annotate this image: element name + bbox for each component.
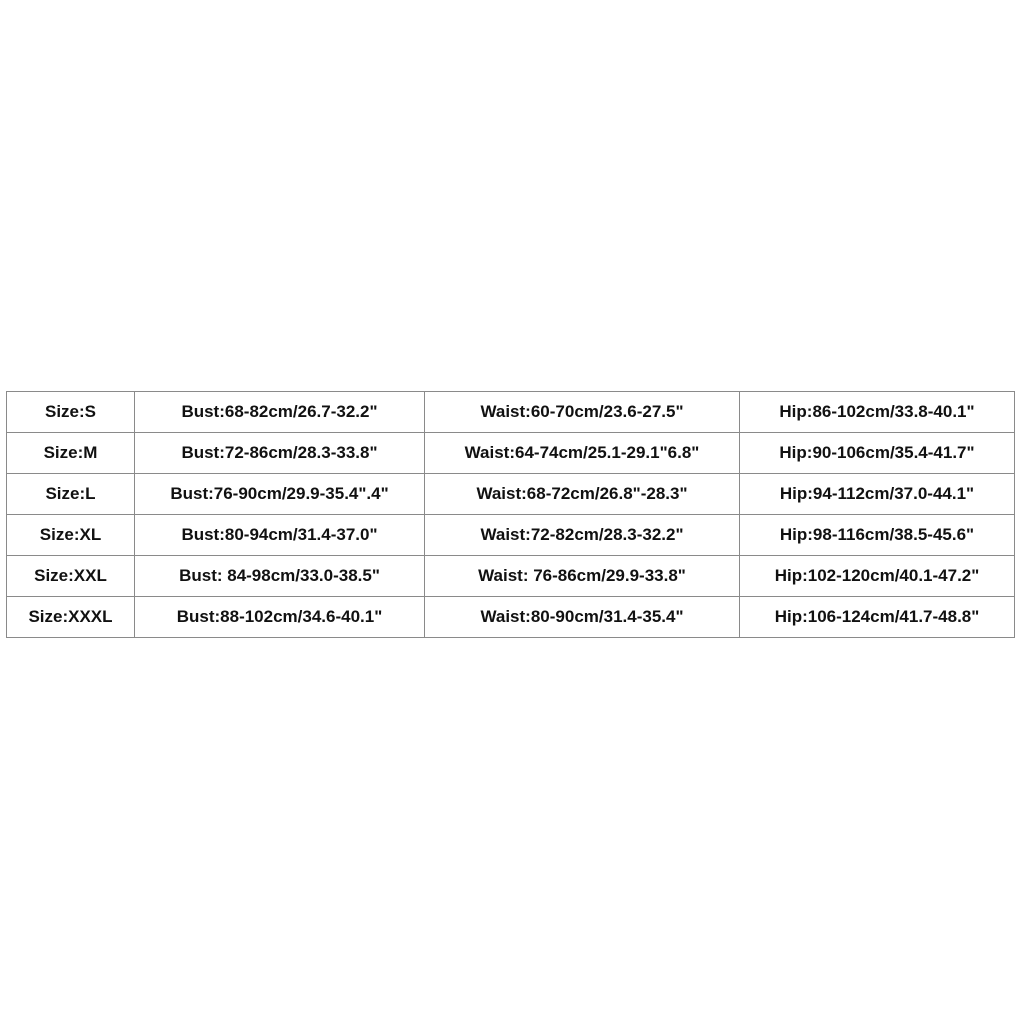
size-cell: Size:XXXL [7, 597, 135, 638]
waist-cell: Waist:80-90cm/31.4-35.4" [425, 597, 740, 638]
waist-cell: Waist: 76-86cm/29.9-33.8" [425, 556, 740, 597]
size-cell: Size:L [7, 474, 135, 515]
table-row [7, 433, 1015, 474]
size-cell: Size:XL [7, 515, 135, 556]
size-chart-table [6, 391, 1015, 638]
bust-cell: Bust:88-102cm/34.6-40.1" [135, 597, 425, 638]
bust-cell: Bust:80-94cm/31.4-37.0" [135, 515, 425, 556]
size-cell: Size:M [7, 433, 135, 474]
hip-cell: Hip:106-124cm/41.7-48.8" [740, 597, 1015, 638]
table-row [7, 474, 1015, 515]
size-cell: Size:S [7, 392, 135, 433]
bust-cell: Bust:76-90cm/29.9-35.4".4" [135, 474, 425, 515]
table-row [7, 515, 1015, 556]
table-row [7, 597, 1015, 638]
waist-cell: Waist:72-82cm/28.3-32.2" [425, 515, 740, 556]
waist-cell: Waist:64-74cm/25.1-29.1"6.8" [425, 433, 740, 474]
table-row [7, 392, 1015, 433]
size-cell: Size:XXL [7, 556, 135, 597]
bust-cell: Bust:68-82cm/26.7-32.2" [135, 392, 425, 433]
hip-cell: Hip:94-112cm/37.0-44.1" [740, 474, 1015, 515]
hip-cell: Hip:102-120cm/40.1-47.2" [740, 556, 1015, 597]
bust-cell: Bust:72-86cm/28.3-33.8" [135, 433, 425, 474]
waist-cell: Waist:68-72cm/26.8"-28.3" [425, 474, 740, 515]
bust-cell: Bust: 84-98cm/33.0-38.5" [135, 556, 425, 597]
waist-cell: Waist:60-70cm/23.6-27.5" [425, 392, 740, 433]
hip-cell: Hip:86-102cm/33.8-40.1" [740, 392, 1015, 433]
table-row [7, 556, 1015, 597]
hip-cell: Hip:90-106cm/35.4-41.7" [740, 433, 1015, 474]
hip-cell: Hip:98-116cm/38.5-45.6" [740, 515, 1015, 556]
